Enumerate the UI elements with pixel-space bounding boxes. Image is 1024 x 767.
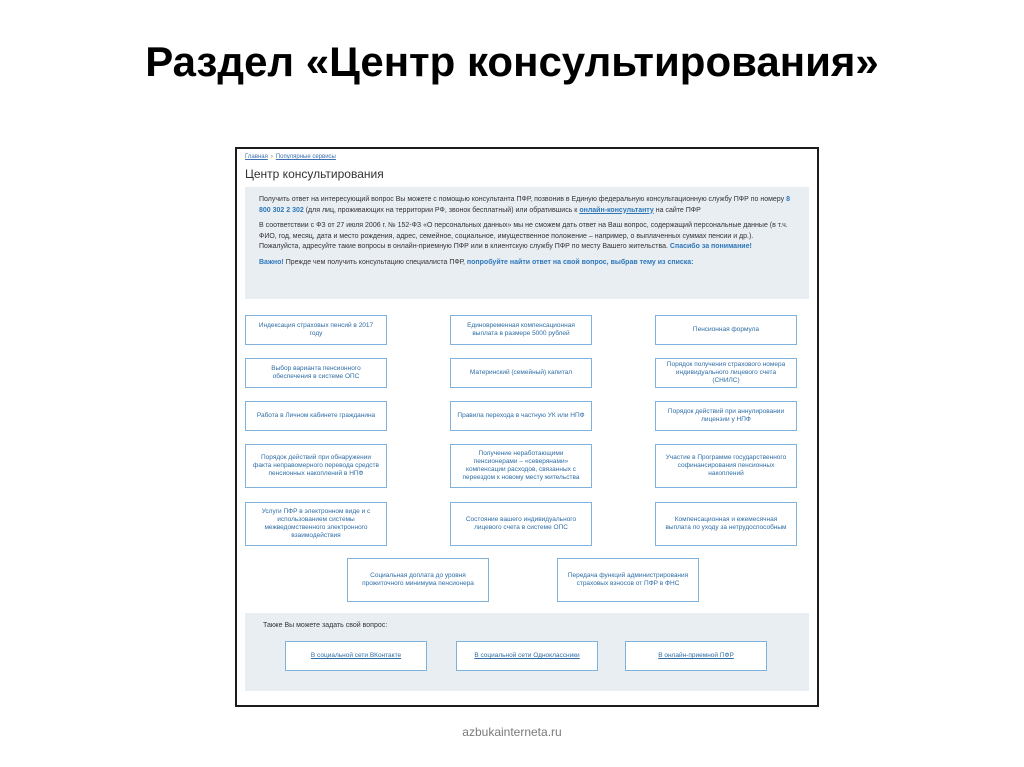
slide-title: Раздел «Центр консультирования»: [145, 38, 879, 85]
hotline-phone: 8 800 302 2 302: [259, 196, 790, 214]
topic-button[interactable]: Компенсационная и ежемесячная выплата по уходу за нетрудоспособным: [655, 502, 797, 546]
intro-text: Прежде чем получить консультацию специалиста ПФР,: [283, 258, 467, 266]
topic-button[interactable]: Единовременная компенсационная выплата в размере 5000 рублей: [450, 315, 592, 345]
topic-button[interactable]: Индексация страховых пенсий в 2017 году: [245, 315, 387, 345]
ask-question-label: Также Вы можете задать свой вопрос:: [263, 622, 388, 629]
breadcrumb: Главная › Популярные сервисы: [245, 154, 336, 160]
topic-button[interactable]: Работа в Личном кабинете гражданина: [245, 401, 387, 431]
online-reception-link[interactable]: В онлайн-приемной ПФР: [625, 641, 767, 671]
topic-button[interactable]: Пенсионная формула: [655, 315, 797, 345]
important-label: Важно!: [259, 258, 284, 266]
topic-button[interactable]: Услуги ПФР в электронном виде и с использованием системы межведомственного электронного взаимодействия: [245, 502, 387, 546]
intro-text: на сайте ПФР: [653, 206, 701, 214]
thanks-text: Спасибо за понимание!: [669, 243, 752, 250]
choose-topic-text: попробуйте найти ответ на свой вопрос, выбрав тему из списка:: [466, 258, 694, 266]
website-screenshot: [235, 147, 819, 707]
topic-button[interactable]: Порядок получения страхового номера индивидуального лицевого счета (СНИЛС): [655, 358, 797, 388]
topic-button[interactable]: Порядок действий при аннулировании лицензии у НПФ: [655, 401, 797, 431]
topic-button[interactable]: Получение неработающими пенсионерами – «северянами» компенсации расходов, связанных с переездом к новому месту жительства: [450, 444, 592, 488]
intro-text: (для лиц, проживающих на территории РФ, звонок бесплатный) или обратившись к: [303, 206, 580, 214]
vkontakte-link[interactable]: В социальной сети ВКонтакте: [285, 641, 427, 671]
topic-button[interactable]: Состояние вашего индивидуального лицевого счета в системе ОПС: [450, 502, 592, 546]
ask-question-panel: [245, 613, 809, 691]
breadcrumb-popular-services[interactable]: Популярные сервисы: [275, 154, 336, 160]
page-heading: Центр консультирования: [245, 167, 384, 181]
topic-button[interactable]: Материнский (семейный) капитал: [450, 358, 592, 388]
slide-footer: azbukainterneta.ru: [462, 725, 562, 739]
breadcrumb-home[interactable]: Главная: [245, 154, 268, 160]
odnoklassniki-link[interactable]: В социальной сети Одноклассники: [456, 641, 598, 671]
topic-button[interactable]: Выбор варианта пенсионного обеспечения в системе ОПС: [245, 358, 387, 388]
intro-text: В соответствии с ФЗ от 27 июля 2006 г. № 152-ФЗ «О персональных данных» мы не сможем дать ответ на Ваш вопрос, содержащий персональные данные (в т.ч. ФИО, год, месяц, дата и место рождения, адрес, семейное, социальное, имущественное положение – например, о выплаченных суммах пенсии и др.). Пожалуйста, адресуйте такие вопросы в онлайн-приемную ПФР или в клиентскую службу ПФР по месту Вашего жительства.: [259, 222, 788, 250]
topic-button[interactable]: Правила перехода в частную УК или НПФ: [450, 401, 592, 431]
topic-button[interactable]: Порядок действий при обнаружении факта неправомерного перевода средств пенсионных накоплений в НПФ: [245, 444, 387, 488]
topic-button[interactable]: Передача функций администрирования страховых взносов от ПФР в ФНС: [557, 558, 699, 602]
topic-button[interactable]: Социальная доплата до уровня прожиточного минимума пенсионера: [347, 558, 489, 602]
online-consultant-link[interactable]: онлайн-консультанту: [579, 206, 654, 214]
intro-text: Получить ответ на интересующий вопрос Вы можете с помощью консультанта ПФР, позвонив в Единую федеральную консультационную службу ПФР по номеру: [259, 196, 787, 203]
topic-button[interactable]: Участие в Программе государственного софинансирования пенсионных накоплений: [655, 444, 797, 488]
